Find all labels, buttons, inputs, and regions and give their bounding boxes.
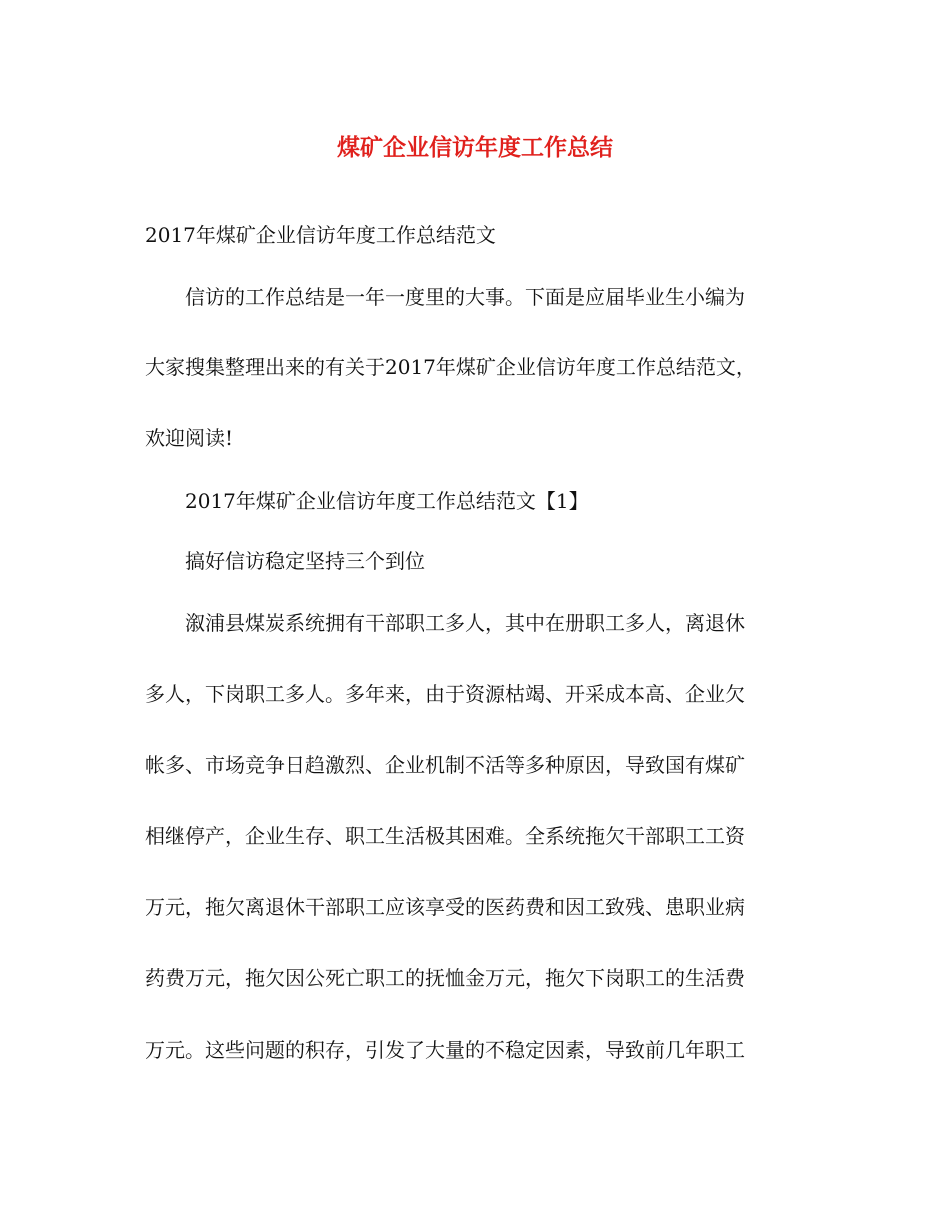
paragraph-line: 帐多、市场竞争日趋激烈、企业机制不活等多种原因，导致国有煤矿 xyxy=(145,753,745,777)
section-subheading: 搞好信访稳定坚持三个到位 xyxy=(185,549,425,573)
paragraph-line: 大家搜集整理出来的有关于2017年煤矿企业信访年度工作总结范文， xyxy=(145,355,756,379)
paragraph-line: 溆浦县煤炭系统拥有干部职工多人，其中在册职工多人，离退休 xyxy=(185,611,745,635)
paragraph-line: 欢迎阅读! xyxy=(145,426,234,450)
section-heading: 2017年煤矿企业信访年度工作总结范文【1】 xyxy=(185,489,589,513)
paragraph-line: 多人，下岗职工多人。多年来，由于资源枯竭、开采成本高、企业欠 xyxy=(145,682,745,706)
document-subtitle: 2017年煤矿企业信访年度工作总结范文 xyxy=(145,223,496,247)
paragraph-line: 万元。这些问题的积存，引发了大量的不稳定因素，导致前几年职工 xyxy=(145,1038,745,1062)
paragraph-line: 相继停产，企业生存、职工生活极其困难。全系统拖欠干部职工工资 xyxy=(145,824,745,848)
paragraph-line: 药费万元，拖欠因公死亡职工的抚恤金万元，拖欠下岗职工的生活费 xyxy=(145,966,745,990)
paragraph-line: 信访的工作总结是一年一度里的大事。下面是应届毕业生小编为 xyxy=(185,285,745,309)
document-title: 煤矿企业信访年度工作总结 xyxy=(337,135,613,161)
paragraph-line: 万元，拖欠离退休干部职工应该享受的医药费和因工致残、患职业病 xyxy=(145,895,745,919)
